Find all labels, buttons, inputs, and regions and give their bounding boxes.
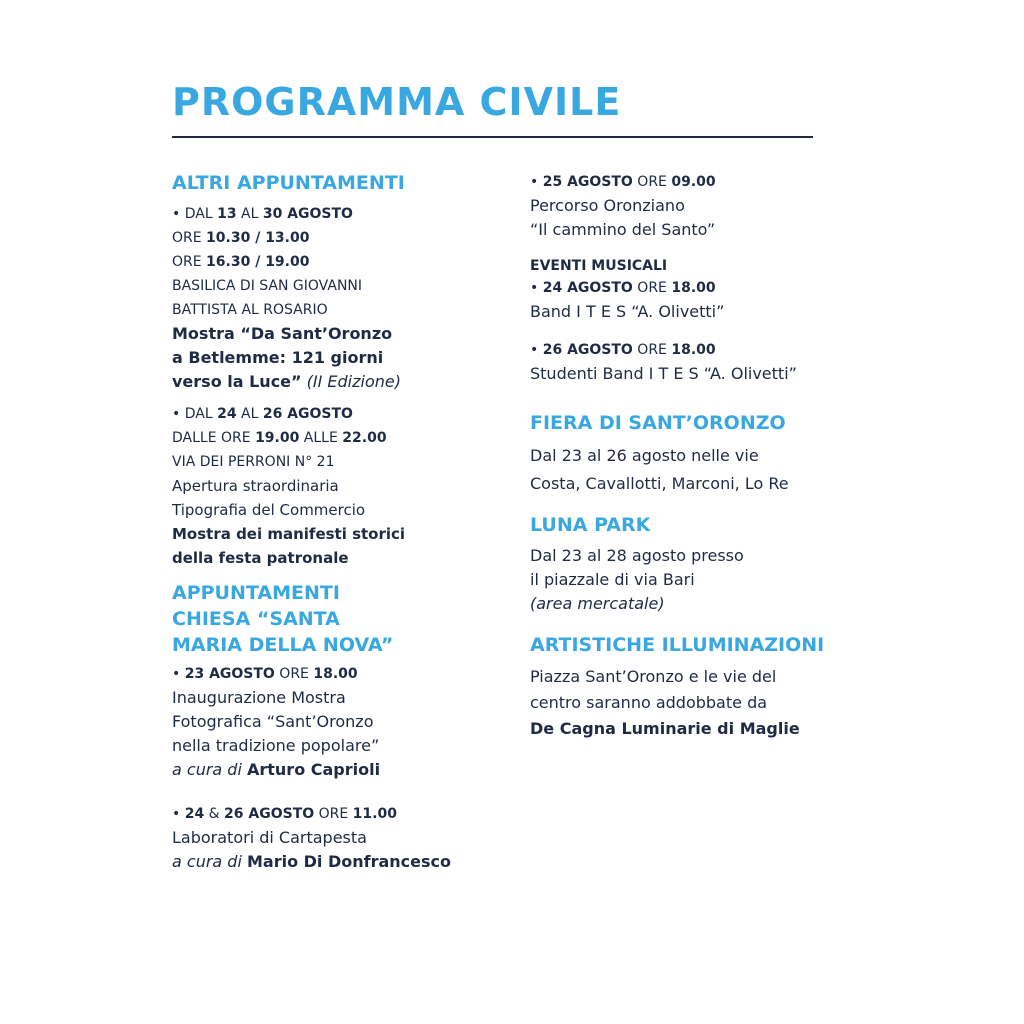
section-heading-altri-appuntamenti: ALTRI APPUNTAMENTI	[172, 172, 405, 194]
luna-park-description: il piazzale di via Bari	[530, 570, 695, 589]
event-date-line: • 25 AGOSTO ORE 09.00	[530, 174, 716, 190]
event-band-ites	[530, 276, 860, 324]
event-percorso-oronziano	[530, 170, 860, 242]
event-date-line: • 26 AGOSTO ORE 18.00	[530, 342, 716, 358]
luna-park-description: Dal 23 al 28 agosto presso	[530, 546, 744, 565]
luna-park-note: (area mercatale)	[530, 594, 665, 613]
event-description: Apertura straordinaria	[172, 477, 339, 495]
event-cartapesta	[172, 802, 502, 874]
event-manifesti-storici	[172, 402, 502, 570]
event-date-line: • DAL 13 AL 30 AGOSTO	[172, 206, 353, 222]
illuminazioni-description: Piazza Sant’Oronzo e le vie del	[530, 667, 777, 686]
event-description: nella tradizione popolare”	[172, 736, 380, 755]
section-heading-eventi-musicali: EVENTI MUSICALI	[530, 258, 668, 274]
event-title: della festa patronale	[172, 549, 349, 567]
event-title: a Betlemme: 121 giorni	[172, 348, 384, 367]
event-title: Mostra dei manifesti storici	[172, 525, 406, 543]
event-studenti-band	[530, 338, 860, 386]
section-heading-luna-park: LUNA PARK	[530, 514, 651, 536]
event-venue: BATTISTA AL ROSARIO	[172, 302, 328, 318]
event-title: verso la Luce” (II Edizione)	[172, 372, 401, 391]
event-mostra-betlemme	[172, 202, 502, 394]
event-description: Fotografica “Sant’Oronzo	[172, 712, 374, 731]
event-mostra-fotografica	[172, 662, 502, 782]
event-time-line: ORE 16.30 / 19.00	[172, 254, 310, 270]
event-venue: VIA DEI PERRONI N° 21	[172, 454, 335, 470]
event-date-line: • DAL 24 AL 26 AGOSTO	[172, 406, 353, 422]
fiera-description: Costa, Cavallotti, Marconi, Lo Re	[530, 474, 789, 493]
event-time-line: ORE 10.30 / 13.00	[172, 230, 310, 246]
section-heading-fiera: FIERA DI SANT’ORONZO	[530, 412, 786, 434]
event-time-line: DALLE ORE 19.00 ALLE 22.00	[172, 430, 387, 446]
event-date-line: • 24 AGOSTO ORE 18.00	[530, 280, 716, 296]
right-column	[530, 170, 860, 742]
event-description: Tipografia del Commercio	[172, 501, 366, 519]
page-title: PROGRAMMA CIVILE	[172, 80, 622, 124]
event-description: Studenti Band I T E S “A. Olivetti”	[530, 364, 797, 383]
event-description: “Il cammino del Santo”	[530, 220, 716, 239]
event-description: Band I T E S “A. Olivetti”	[530, 302, 725, 321]
event-curator: a cura di Mario Di Donfrancesco	[172, 852, 452, 871]
event-curator: a cura di Arturo Caprioli	[172, 760, 381, 779]
event-description: Laboratori di Cartapesta	[172, 828, 367, 847]
event-date-line: • 23 AGOSTO ORE 18.00	[172, 666, 358, 682]
event-description: Percorso Oronziano	[530, 196, 685, 215]
title-divider	[172, 136, 813, 138]
fiera-description: Dal 23 al 26 agosto nelle vie	[530, 446, 759, 465]
illuminazioni-sponsor: De Cagna Luminarie di Maglie	[530, 719, 800, 738]
event-venue: BASILICA DI SAN GIOVANNI	[172, 278, 363, 294]
left-column	[172, 170, 502, 874]
section-heading-chiesa: APPUNTAMENTI CHIESA “SANTA MARIA DELLA NOVA”	[172, 582, 394, 656]
event-description: Inaugurazione Mostra	[172, 688, 346, 707]
event-date-line: • 24 & 26 AGOSTO ORE 11.00	[172, 806, 397, 822]
section-heading-illuminazioni: ARTISTICHE ILLUMINAZIONI	[530, 634, 825, 656]
event-title: Mostra “Da Sant’Oronzo	[172, 324, 393, 343]
illuminazioni-description: centro saranno addobbate da	[530, 693, 768, 712]
